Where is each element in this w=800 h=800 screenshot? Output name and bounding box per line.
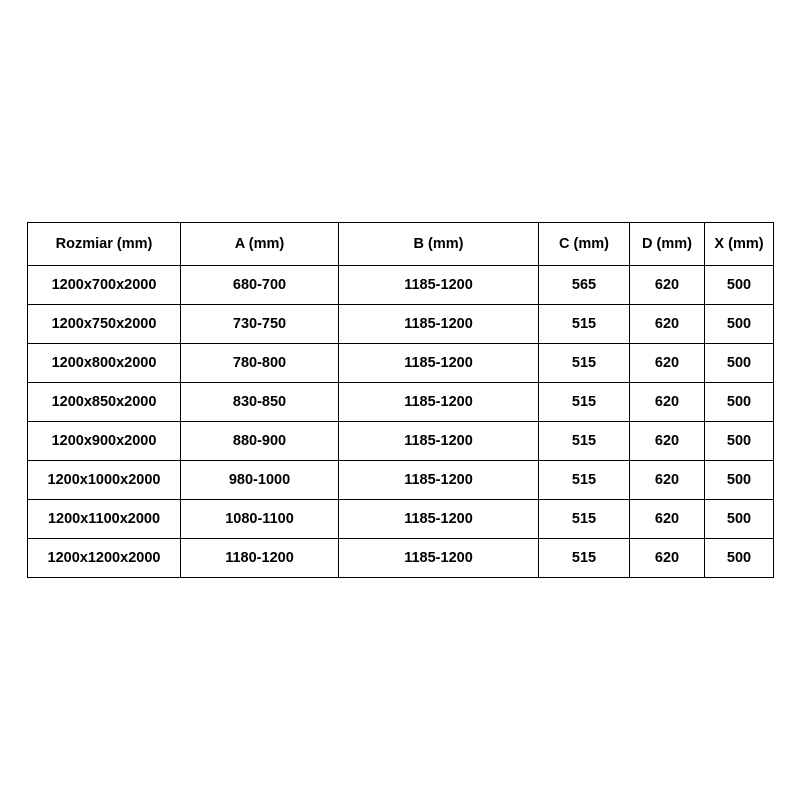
cell-a: 830-850 [181, 383, 339, 422]
cell-c: 515 [539, 422, 630, 461]
table-row [28, 344, 774, 383]
cell-d: 620 [630, 266, 705, 305]
column-header-b: B (mm) [339, 223, 539, 266]
cell-rozmiar: 1200x850x2000 [28, 383, 181, 422]
cell-x: 500 [705, 383, 774, 422]
spec-table-container [27, 222, 773, 578]
column-header-d: D (mm) [630, 223, 705, 266]
cell-c: 515 [539, 344, 630, 383]
cell-c: 515 [539, 383, 630, 422]
cell-d: 620 [630, 500, 705, 539]
cell-rozmiar: 1200x700x2000 [28, 266, 181, 305]
cell-rozmiar: 1200x1100x2000 [28, 500, 181, 539]
table-row [28, 461, 774, 500]
cell-b: 1185-1200 [339, 266, 539, 305]
dimensions-table [27, 222, 774, 578]
cell-a: 1180-1200 [181, 539, 339, 578]
cell-rozmiar: 1200x800x2000 [28, 344, 181, 383]
column-header-x: X (mm) [705, 223, 774, 266]
table-row [28, 305, 774, 344]
table-header [28, 223, 774, 266]
cell-a: 1080-1100 [181, 500, 339, 539]
cell-d: 620 [630, 305, 705, 344]
column-header-a: A (mm) [181, 223, 339, 266]
cell-x: 500 [705, 344, 774, 383]
table-row [28, 539, 774, 578]
cell-b: 1185-1200 [339, 383, 539, 422]
cell-c: 515 [539, 539, 630, 578]
cell-rozmiar: 1200x750x2000 [28, 305, 181, 344]
cell-d: 620 [630, 383, 705, 422]
table-header-row [28, 223, 774, 266]
column-header-c: C (mm) [539, 223, 630, 266]
cell-d: 620 [630, 344, 705, 383]
cell-rozmiar: 1200x1000x2000 [28, 461, 181, 500]
cell-a: 980-1000 [181, 461, 339, 500]
cell-x: 500 [705, 461, 774, 500]
cell-x: 500 [705, 500, 774, 539]
cell-a: 780-800 [181, 344, 339, 383]
table-row [28, 422, 774, 461]
cell-a: 880-900 [181, 422, 339, 461]
cell-d: 620 [630, 461, 705, 500]
cell-b: 1185-1200 [339, 344, 539, 383]
cell-b: 1185-1200 [339, 461, 539, 500]
cell-x: 500 [705, 422, 774, 461]
cell-b: 1185-1200 [339, 539, 539, 578]
table-row [28, 500, 774, 539]
cell-x: 500 [705, 305, 774, 344]
cell-b: 1185-1200 [339, 305, 539, 344]
cell-c: 515 [539, 500, 630, 539]
cell-a: 730-750 [181, 305, 339, 344]
cell-rozmiar: 1200x900x2000 [28, 422, 181, 461]
cell-b: 1185-1200 [339, 422, 539, 461]
cell-d: 620 [630, 539, 705, 578]
cell-rozmiar: 1200x1200x2000 [28, 539, 181, 578]
cell-c: 515 [539, 305, 630, 344]
table-row [28, 266, 774, 305]
cell-d: 620 [630, 422, 705, 461]
cell-b: 1185-1200 [339, 500, 539, 539]
column-header-rozmiar: Rozmiar (mm) [28, 223, 181, 266]
cell-x: 500 [705, 266, 774, 305]
cell-c: 515 [539, 461, 630, 500]
cell-c: 565 [539, 266, 630, 305]
cell-x: 500 [705, 539, 774, 578]
table-row [28, 383, 774, 422]
table-body [28, 266, 774, 578]
cell-a: 680-700 [181, 266, 339, 305]
